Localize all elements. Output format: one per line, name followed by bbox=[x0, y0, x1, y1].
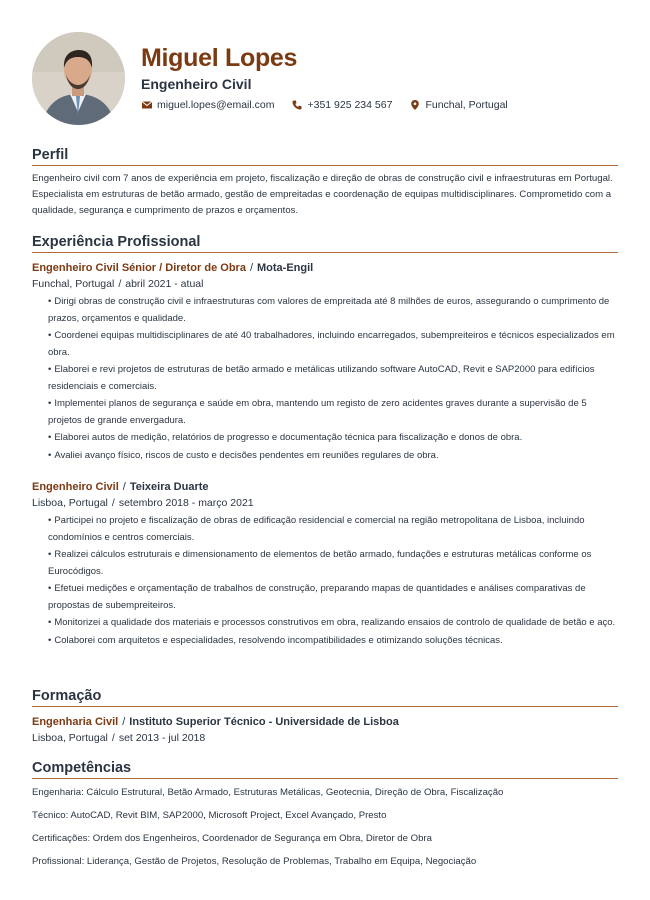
job-bullets bbox=[32, 513, 618, 649]
job-entry bbox=[32, 480, 618, 649]
job-company: Mota-Engil bbox=[257, 262, 314, 274]
job-location: Lisboa, Portugal bbox=[32, 497, 108, 509]
profile-text: Engenheiro civil com 7 anos de experiência em projeto, fiscalização e direção de obras de construção civil e infraestruturas em Portugal. Especialista em estruturas de betão armado, gestão de empreitadas e coordenação de equipas multidisciplinares. Comprometido com a qualidade, segurança e cumprimento de prazos e orçamentos. bbox=[32, 173, 613, 216]
job-role: Engenheiro Civil Sénior / Diretor de Obra bbox=[32, 262, 246, 274]
skill-line: Técnico: AutoCAD, Revit BIM, SAP2000, Microsoft Project, Excel Avançado, Presto bbox=[32, 810, 387, 821]
skills-section bbox=[32, 760, 618, 868]
school: Instituto Superior Técnico - Universidade de Lisboa bbox=[129, 716, 399, 728]
education-meta bbox=[32, 730, 618, 746]
job-entry bbox=[32, 261, 618, 464]
skill-line: Profissional: Liderança, Gestão de Projetos, Resolução de Problemas, Trabalho em Equipa, Negociação bbox=[32, 856, 477, 867]
candidate-title: Engenheiro Civil bbox=[141, 76, 252, 92]
mail-icon bbox=[142, 100, 152, 110]
education-location: Lisboa, Portugal bbox=[32, 732, 108, 744]
contact-location bbox=[410, 99, 507, 111]
bullet-item: • Implementei planos de segurança e saúde em obra, mantendo um registo de zero acidentes graves durante a supervisão de 5 projetos de grande envergadura. bbox=[48, 396, 618, 429]
degree: Engenharia Civil bbox=[32, 716, 119, 728]
education-dates: set 2013 - jul 2018 bbox=[118, 732, 206, 744]
profile-photo bbox=[32, 32, 125, 125]
bullet-item: • Monitorizei a qualidade dos materiais e processos construtivos em obra, realizando ensaios de controlo de qualidade de betão e aço. bbox=[48, 615, 618, 632]
bullet-item: • Coordenei equipas multidisciplinares de até 40 trabalhadores, incluindo encarregados, subempreiteiros e técnicos especializados em obra. bbox=[48, 328, 618, 361]
job-dates: setembro 2018 - março 2021 bbox=[118, 497, 254, 509]
resume-header bbox=[32, 30, 622, 130]
bullet-item: • Elaborei autos de medição, relatórios de progresso e documentação técnica para fiscalização e donos de obra. bbox=[48, 430, 618, 447]
contact-bar bbox=[142, 99, 526, 111]
separator: / bbox=[249, 262, 253, 274]
contact-location-text: Funchal, Portugal bbox=[425, 99, 508, 111]
job-role: Engenheiro Civil bbox=[32, 481, 119, 493]
education-heading bbox=[32, 715, 618, 729]
location-pin-icon bbox=[410, 100, 420, 110]
job-dates: abril 2021 - atual bbox=[125, 278, 204, 290]
job-meta bbox=[32, 276, 618, 292]
avatar bbox=[32, 32, 125, 125]
section-heading-education: Formação bbox=[32, 688, 618, 707]
separator: / bbox=[118, 278, 122, 290]
job-location: Funchal, Portugal bbox=[32, 278, 115, 290]
contact-email-text: miguel.lopes@email.com bbox=[157, 99, 275, 111]
experience-section bbox=[32, 234, 618, 650]
job-meta bbox=[32, 495, 618, 511]
bullet-item: • Efetuei medições e orçamentação de trabalhos de construção, preparando mapas de quantidades e análises comparativas de propostas de subempreiteiros. bbox=[48, 581, 618, 614]
bullet-item: • Colaborei com arquitetos e especialidades, resolvendo incompatibilidades e otimizando soluções técnicas. bbox=[48, 633, 618, 650]
bullet-item: • Participei no projeto e fiscalização de obras de edificação residencial e comercial na região metropolitana de Lisboa, incluindo condomínios e centros comerciais. bbox=[48, 513, 618, 546]
bullet-item: • Dirigi obras de construção civil e infraestruturas com valores de empreitada até 8 milhões de euros, assegurando o cumprimento de prazos, orçamentos e qualidade. bbox=[48, 294, 618, 327]
separator: / bbox=[111, 732, 115, 744]
education-section bbox=[32, 688, 618, 746]
profile-section bbox=[32, 147, 618, 219]
contact-phone-text: +351 925 234 567 bbox=[307, 99, 393, 111]
separator: / bbox=[122, 481, 126, 493]
job-company: Teixeira Duarte bbox=[129, 481, 209, 493]
skill-line: Certificações: Ordem dos Engenheiros, Coordenador de Segurança em Obra, Diretor de Obra bbox=[32, 833, 432, 844]
skill-line: Engenharia: Cálculo Estrutural, Betão Armado, Estruturas Metálicas, Geotecnia, Direção de Obra, Fiscalização bbox=[32, 787, 504, 798]
job-heading bbox=[32, 261, 618, 275]
bullet-item: • Realizei cálculos estruturais e dimensionamento de elementos de betão armado, fundações e estruturas metálicas conforme os Eurocódigos. bbox=[48, 547, 618, 580]
contact-email[interactable] bbox=[142, 99, 274, 111]
job-heading bbox=[32, 480, 618, 494]
section-heading-profile: Perfil bbox=[32, 147, 618, 166]
bullet-item: • Avaliei avanço físico, riscos de custo e decisões pendentes em reuniões regulares de obra. bbox=[48, 448, 618, 465]
phone-icon bbox=[292, 100, 302, 110]
job-bullets bbox=[32, 294, 618, 464]
contact-phone[interactable] bbox=[292, 99, 392, 111]
section-heading-skills: Competências bbox=[32, 760, 618, 779]
separator: / bbox=[122, 716, 126, 728]
separator: / bbox=[111, 497, 115, 509]
bullet-item: • Elaborei e revi projetos de estruturas de betão armado e metálicas utilizando software AutoCAD, Revit e SAP2000 para edifícios residenciais e comerciais. bbox=[48, 362, 618, 395]
candidate-name: Miguel Lopes bbox=[141, 44, 298, 72]
section-heading-experience: Experiência Profissional bbox=[32, 234, 618, 253]
